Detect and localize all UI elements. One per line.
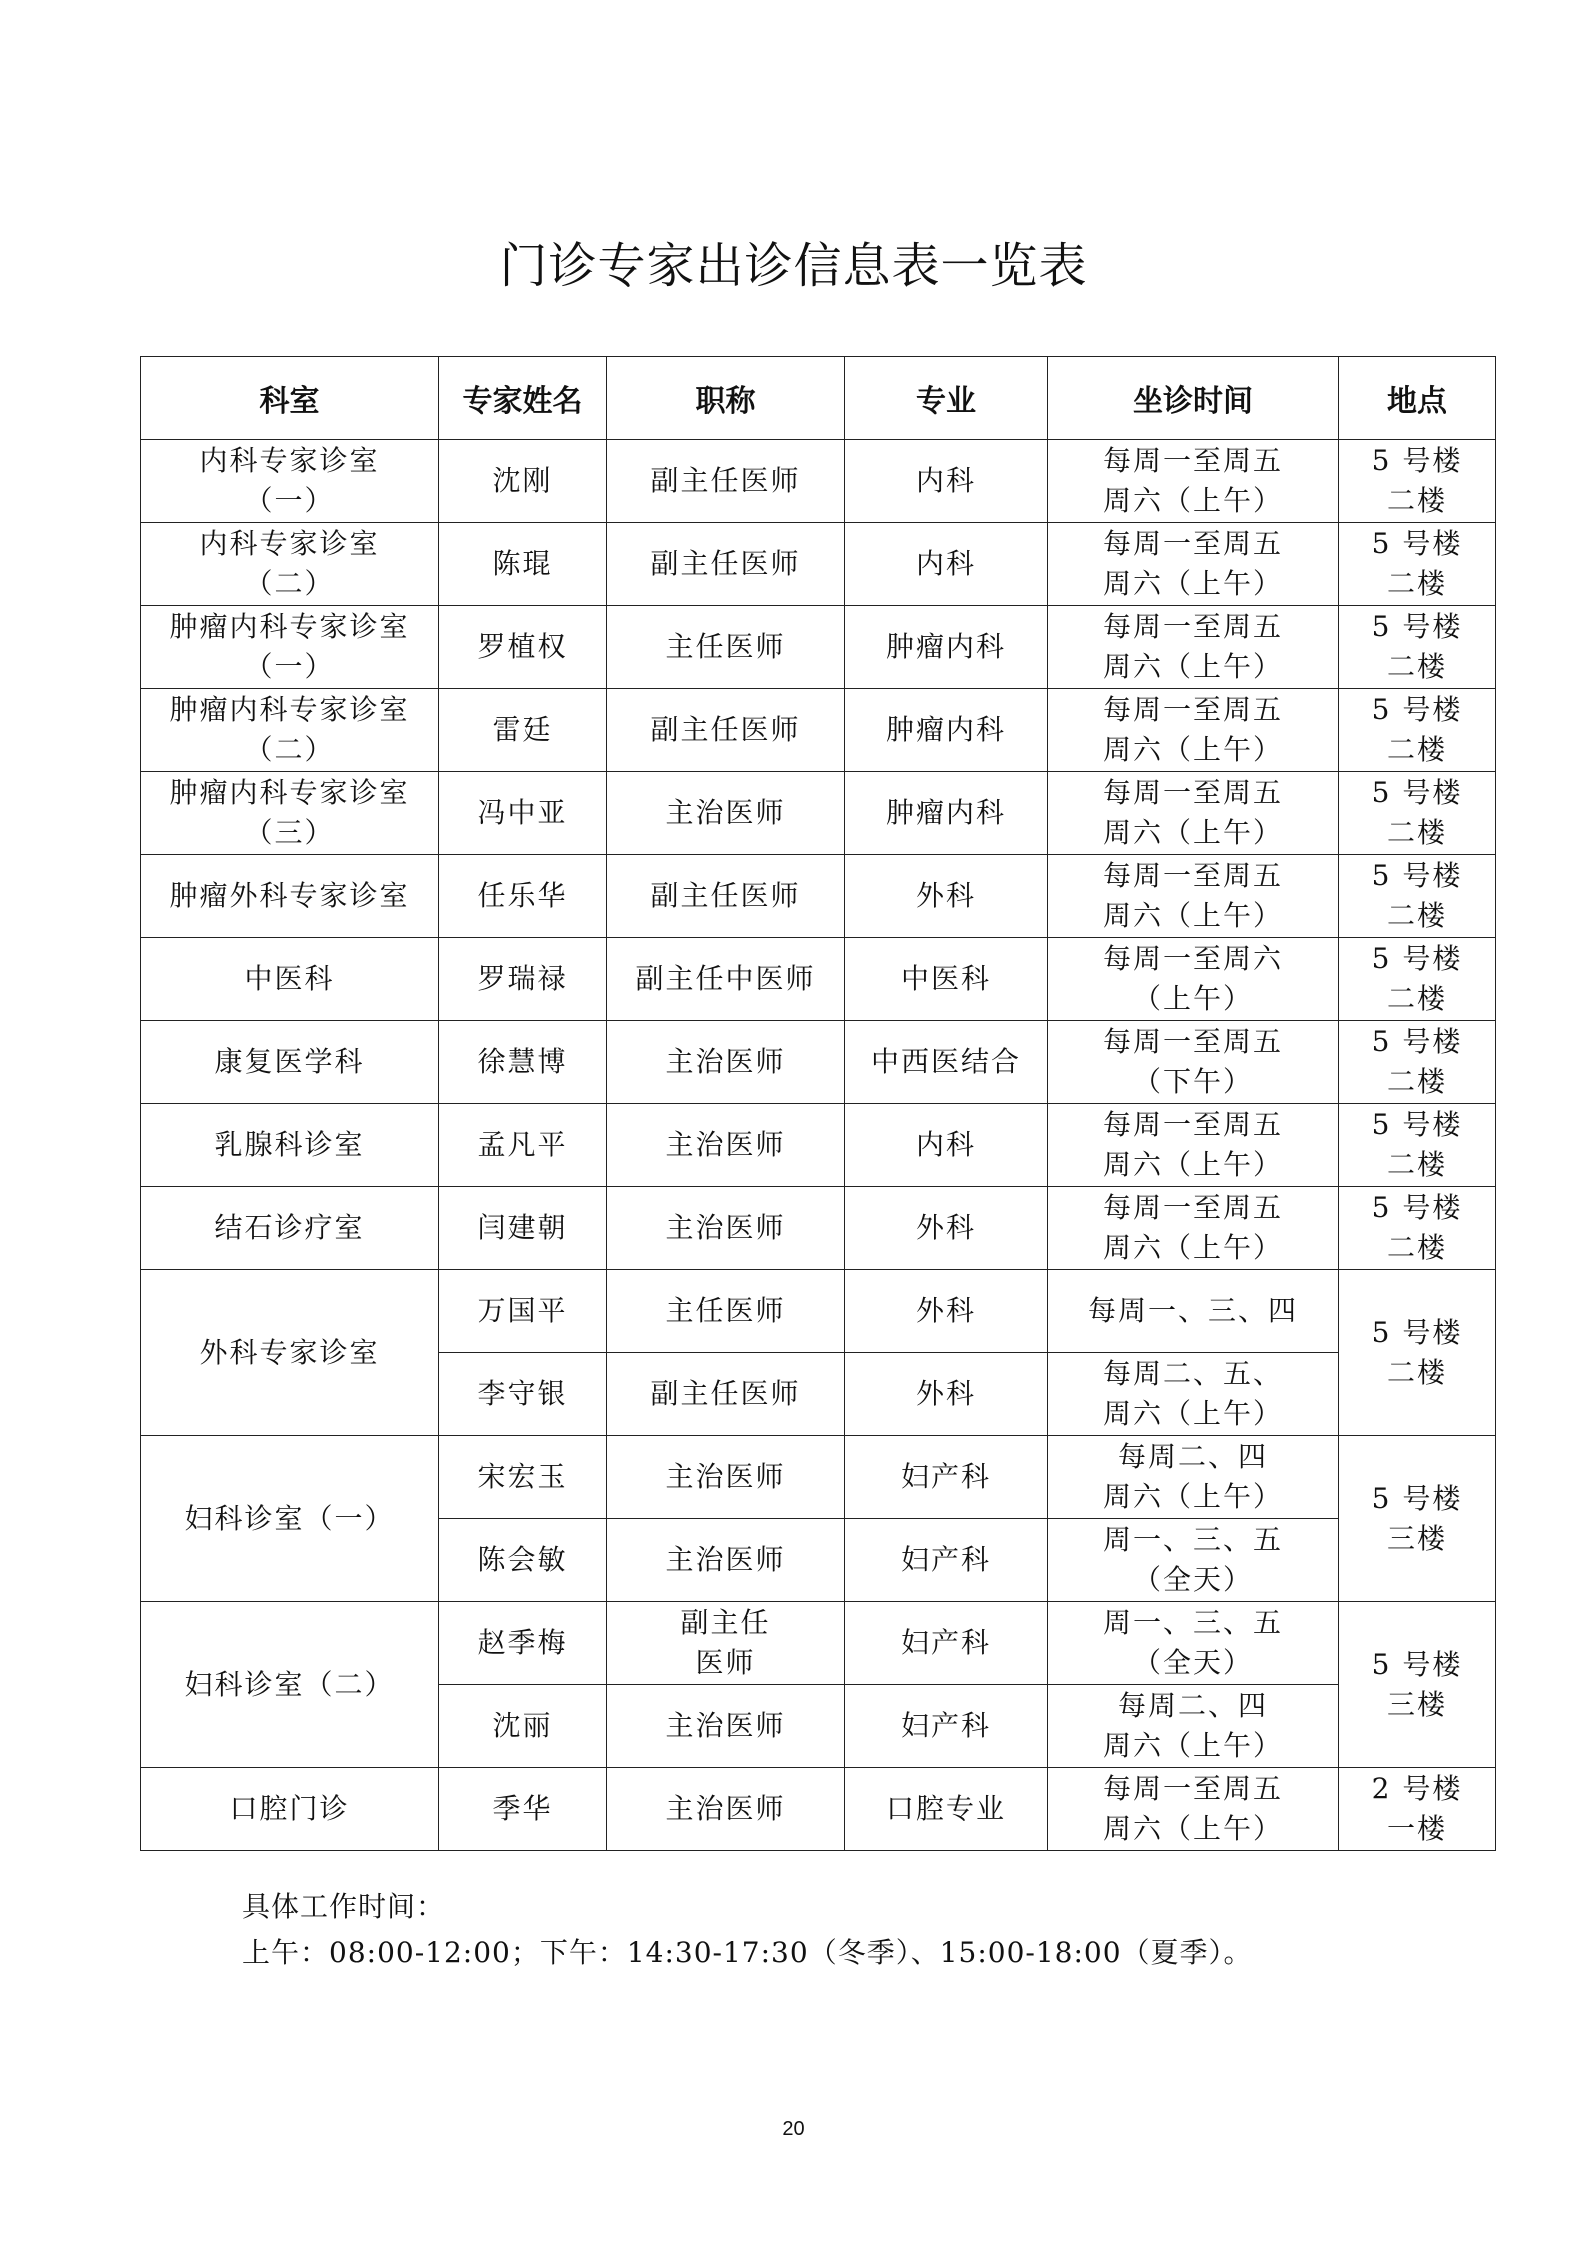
location-cell-line: 5 号楼 — [1371, 859, 1463, 892]
clinic-time-cell — [1048, 1602, 1339, 1685]
location-cell-line: 一楼 — [1386, 1812, 1447, 1845]
clinic-time-cell — [1048, 1685, 1339, 1768]
page-title: 门诊专家出诊信息表一览表 — [499, 238, 1088, 294]
location-cell-line: 5 号楼 — [1371, 1647, 1463, 1681]
location-cell-line: 5 号楼 — [1371, 444, 1463, 477]
expert-name-cell: 万国平 — [439, 1270, 607, 1353]
location-cell — [1339, 855, 1496, 938]
specialty-cell: 外科 — [845, 855, 1048, 938]
dept-cell: 外科专家诊室 — [141, 1270, 439, 1436]
specialty-cell: 肿瘤内科 — [845, 606, 1048, 689]
table-row — [141, 1602, 1496, 1685]
clinic-time-cell-line: 每周二、五、 — [1102, 1357, 1283, 1390]
title-cell-line: 主治医师 — [665, 1211, 786, 1244]
clinic-time-cell-line: （全天） — [1132, 1563, 1253, 1596]
specialty-cell: 口腔专业 — [845, 1768, 1048, 1851]
title-cell-line: 主治医师 — [665, 1709, 786, 1742]
title-cell-line: 医师 — [695, 1646, 756, 1679]
clinic-time-cell-line: 每周一至周五 — [1102, 444, 1283, 477]
title-cell-line: 主治医师 — [665, 1543, 786, 1576]
location-cell-line: 二楼 — [1386, 567, 1447, 600]
location-cell-line: 5 号楼 — [1371, 1108, 1463, 1141]
dept-cell-line: 内科专家诊室 — [199, 527, 380, 560]
location-cell-line: 二楼 — [1386, 982, 1447, 1015]
table-row — [141, 1187, 1496, 1270]
location-cell — [1339, 689, 1496, 772]
title-cell — [607, 1436, 845, 1519]
title-cell — [607, 1685, 845, 1768]
clinic-time-cell-line: 周六（上午） — [1102, 1480, 1283, 1513]
table-row — [141, 938, 1496, 1021]
clinic-time-cell-line: 每周一至周五 — [1102, 527, 1283, 560]
location-cell-line: 5 号楼 — [1371, 1315, 1463, 1349]
title-cell — [607, 938, 845, 1021]
clinic-time-cell — [1048, 938, 1339, 1021]
title-cell — [607, 523, 845, 606]
title-cell — [607, 855, 845, 938]
title-cell-line: 主治医师 — [665, 796, 786, 829]
specialty-cell: 中西医结合 — [845, 1021, 1048, 1104]
clinic-time-cell-line: 每周二、四 — [1117, 1440, 1268, 1473]
header-clinic-time: 坐诊时间 — [1048, 357, 1339, 440]
dept-cell-line: 肿瘤内科专家诊室 — [169, 610, 410, 643]
specialty-cell: 肿瘤内科 — [845, 689, 1048, 772]
location-cell-line: 三楼 — [1386, 1687, 1447, 1721]
dept-cell-line: （一） — [244, 650, 335, 683]
specialty-cell: 外科 — [845, 1353, 1048, 1436]
header-location: 地点 — [1339, 357, 1496, 440]
schedule-table — [140, 356, 1496, 1851]
dept-cell-line: 肿瘤外科专家诊室 — [169, 879, 410, 912]
clinic-time-cell-line: 每周一至周五 — [1102, 1108, 1283, 1141]
clinic-time-cell-line: 每周一至周六 — [1102, 942, 1283, 975]
expert-name-cell: 孟凡平 — [439, 1104, 607, 1187]
expert-name-cell: 宋宏玉 — [439, 1436, 607, 1519]
clinic-time-cell — [1048, 523, 1339, 606]
clinic-time-cell — [1048, 1187, 1339, 1270]
expert-name-cell: 季华 — [439, 1768, 607, 1851]
clinic-time-cell — [1048, 1021, 1339, 1104]
page-number: 20 — [782, 2118, 805, 2140]
title-cell — [607, 1519, 845, 1602]
dept-cell — [141, 606, 439, 689]
expert-name-cell: 任乐华 — [439, 855, 607, 938]
dept-cell-line: 内科专家诊室 — [199, 444, 380, 477]
dept-cell: 妇科诊室（二） — [141, 1602, 439, 1768]
clinic-time-cell — [1048, 1519, 1339, 1602]
dept-cell-line: 结石诊疗室 — [214, 1211, 365, 1244]
header-title: 职称 — [607, 357, 845, 440]
table-row — [141, 1768, 1496, 1851]
dept-cell-line: 口腔门诊 — [229, 1792, 350, 1825]
location-cell — [1339, 523, 1496, 606]
table-row — [141, 689, 1496, 772]
clinic-time-cell-line: 周六（上午） — [1102, 816, 1283, 849]
clinic-time-cell-line: 每周一至周五 — [1102, 1191, 1283, 1224]
dept-cell: 妇科诊室（一） — [141, 1436, 439, 1602]
specialty-cell: 妇产科 — [845, 1602, 1048, 1685]
title-cell — [607, 1021, 845, 1104]
location-cell — [1339, 1602, 1496, 1768]
table-row — [141, 855, 1496, 938]
location-cell — [1339, 1104, 1496, 1187]
title-cell — [607, 606, 845, 689]
specialty-cell: 内科 — [845, 1104, 1048, 1187]
title-cell-line: 主治医师 — [665, 1460, 786, 1493]
dept-cell — [141, 938, 439, 1021]
location-cell — [1339, 1768, 1496, 1851]
title-cell — [607, 1187, 845, 1270]
clinic-time-cell-line: 每周一至周五 — [1102, 1772, 1283, 1805]
location-cell-line: 5 号楼 — [1371, 942, 1463, 975]
header-specialty: 专业 — [845, 357, 1048, 440]
dept-cell — [141, 1104, 439, 1187]
clinic-time-cell-line: 每周一至周五 — [1102, 610, 1283, 643]
clinic-time-cell — [1048, 1436, 1339, 1519]
location-cell-line: 5 号楼 — [1371, 1481, 1463, 1515]
expert-name-cell: 罗瑞禄 — [439, 938, 607, 1021]
location-cell-line: 二楼 — [1386, 1231, 1447, 1264]
dept-cell — [141, 1768, 439, 1851]
title-cell-line: 副主任医师 — [650, 1377, 801, 1410]
dept-cell — [141, 440, 439, 523]
table-row — [141, 440, 1496, 523]
clinic-time-cell — [1048, 1270, 1339, 1353]
location-cell-line: 三楼 — [1386, 1521, 1447, 1555]
specialty-cell: 妇产科 — [845, 1436, 1048, 1519]
location-cell — [1339, 440, 1496, 523]
clinic-time-cell-line: 每周一至周五 — [1102, 776, 1283, 809]
location-cell — [1339, 938, 1496, 1021]
specialty-cell: 外科 — [845, 1270, 1048, 1353]
location-cell-line: 二楼 — [1386, 1148, 1447, 1181]
expert-name-cell: 沈刚 — [439, 440, 607, 523]
clinic-time-cell — [1048, 772, 1339, 855]
dept-cell — [141, 1021, 439, 1104]
specialty-cell: 内科 — [845, 440, 1048, 523]
expert-name-cell: 陈琨 — [439, 523, 607, 606]
specialty-cell: 中医科 — [845, 938, 1048, 1021]
location-cell-line: 5 号楼 — [1371, 527, 1463, 560]
dept-cell-line: （一） — [244, 484, 335, 517]
title-cell — [607, 1270, 845, 1353]
location-cell-line: 二楼 — [1386, 484, 1447, 517]
dept-cell — [141, 689, 439, 772]
clinic-time-cell-line: 每周一至周五 — [1102, 1025, 1283, 1058]
title-cell — [607, 772, 845, 855]
clinic-time-cell-line: 周六（上午） — [1102, 1729, 1283, 1762]
dept-cell — [141, 772, 439, 855]
specialty-cell: 妇产科 — [845, 1519, 1048, 1602]
table-body — [141, 440, 1496, 1851]
table-row — [141, 1021, 1496, 1104]
title-cell-line: 副主任医师 — [650, 464, 801, 497]
working-hours-note — [242, 1884, 1253, 1976]
location-cell-line: 二楼 — [1386, 650, 1447, 683]
title-cell-line: 副主任医师 — [650, 547, 801, 580]
dept-cell-line: 肿瘤内科专家诊室 — [169, 776, 410, 809]
clinic-time-cell-line: 周六（上午） — [1102, 733, 1283, 766]
dept-cell-line: 康复医学科 — [214, 1045, 365, 1078]
clinic-time-cell-line: （上午） — [1132, 982, 1253, 1015]
expert-name-cell: 徐慧博 — [439, 1021, 607, 1104]
clinic-time-cell-line: 周六（上午） — [1102, 1148, 1283, 1181]
clinic-time-cell-line: 每周二、四 — [1117, 1689, 1268, 1722]
clinic-time-cell-line: 每周一、三、四 — [1087, 1294, 1298, 1327]
clinic-time-cell — [1048, 855, 1339, 938]
clinic-time-cell-line: 周一、三、五 — [1102, 1606, 1283, 1639]
table-row — [141, 523, 1496, 606]
expert-name-cell: 冯中亚 — [439, 772, 607, 855]
clinic-time-cell — [1048, 606, 1339, 689]
expert-name-cell: 赵季梅 — [439, 1602, 607, 1685]
expert-name-cell: 闫建朝 — [439, 1187, 607, 1270]
expert-name-cell: 李守银 — [439, 1353, 607, 1436]
clinic-time-cell — [1048, 689, 1339, 772]
dept-cell-line: 肿瘤内科专家诊室 — [169, 693, 410, 726]
clinic-time-cell-line: （下午） — [1132, 1065, 1253, 1098]
specialty-cell: 妇产科 — [845, 1685, 1048, 1768]
location-cell-line: 5 号楼 — [1371, 776, 1463, 809]
dept-cell-line: 中医科 — [244, 962, 335, 995]
location-cell-line: 二楼 — [1386, 733, 1447, 766]
clinic-time-cell — [1048, 440, 1339, 523]
working-hours-heading: 具体工作时间： — [242, 1890, 446, 1923]
clinic-time-cell-line: 周六（上午） — [1102, 567, 1283, 600]
title-cell-line: 副主任医师 — [650, 713, 801, 746]
location-cell — [1339, 1021, 1496, 1104]
location-cell-line: 二楼 — [1386, 1355, 1447, 1389]
table-row — [141, 772, 1496, 855]
dept-cell-line: （二） — [244, 733, 335, 766]
clinic-time-cell — [1048, 1768, 1339, 1851]
clinic-time-cell-line: 周六（上午） — [1102, 1397, 1283, 1430]
dept-cell — [141, 855, 439, 938]
header-expert-name: 专家姓名 — [439, 357, 607, 440]
clinic-time-cell — [1048, 1104, 1339, 1187]
location-cell — [1339, 1436, 1496, 1602]
location-cell — [1339, 1270, 1496, 1436]
title-cell-line: 主任医师 — [665, 1294, 786, 1327]
title-cell-line: 副主任 — [680, 1606, 771, 1639]
title-cell — [607, 1768, 845, 1851]
working-hours-detail: 上午：08:00-12:00；下午：14:30-17:30（冬季）、15:00-18:00（夏季）。 — [242, 1936, 1253, 1969]
clinic-time-cell-line: 周六（上午） — [1102, 650, 1283, 683]
location-cell — [1339, 606, 1496, 689]
title-cell — [607, 440, 845, 523]
clinic-time-cell-line: 周六（上午） — [1102, 899, 1283, 932]
title-cell — [607, 689, 845, 772]
location-cell-line: 5 号楼 — [1371, 610, 1463, 643]
location-cell-line: 5 号楼 — [1371, 1191, 1463, 1224]
table-row — [141, 1104, 1496, 1187]
table-row — [141, 1436, 1496, 1519]
title-cell-line: 主治医师 — [665, 1792, 786, 1825]
specialty-cell: 内科 — [845, 523, 1048, 606]
title-cell-line: 主治医师 — [665, 1045, 786, 1078]
title-cell-line: 副主任医师 — [650, 879, 801, 912]
dept-cell-line: （三） — [244, 816, 335, 849]
location-cell-line: 二楼 — [1386, 899, 1447, 932]
clinic-time-cell-line: （全天） — [1132, 1646, 1253, 1679]
title-cell — [607, 1602, 845, 1685]
expert-name-cell: 罗植权 — [439, 606, 607, 689]
table-header-row — [141, 357, 1496, 440]
clinic-time-cell-line: 周一、三、五 — [1102, 1523, 1283, 1556]
dept-cell-line: 乳腺科诊室 — [214, 1128, 365, 1161]
title-cell — [607, 1353, 845, 1436]
header-dept: 科室 — [141, 357, 439, 440]
expert-name-cell: 陈会敏 — [439, 1519, 607, 1602]
clinic-time-cell-line: 每周一至周五 — [1102, 859, 1283, 892]
specialty-cell: 外科 — [845, 1187, 1048, 1270]
dept-cell — [141, 523, 439, 606]
title-cell-line: 副主任中医师 — [635, 962, 816, 995]
location-cell-line: 2 号楼 — [1371, 1772, 1463, 1805]
expert-name-cell: 雷廷 — [439, 689, 607, 772]
title-cell-line: 主治医师 — [665, 1128, 786, 1161]
dept-cell — [141, 1187, 439, 1270]
expert-name-cell: 沈丽 — [439, 1685, 607, 1768]
clinic-time-cell-line: 周六（上午） — [1102, 1812, 1283, 1845]
location-cell-line: 二楼 — [1386, 816, 1447, 849]
table-row — [141, 1270, 1496, 1353]
location-cell — [1339, 772, 1496, 855]
clinic-time-cell — [1048, 1353, 1339, 1436]
table-row — [141, 606, 1496, 689]
clinic-time-cell-line: 周六（上午） — [1102, 484, 1283, 517]
location-cell-line: 5 号楼 — [1371, 1025, 1463, 1058]
specialty-cell: 肿瘤内科 — [845, 772, 1048, 855]
location-cell — [1339, 1187, 1496, 1270]
clinic-time-cell-line: 每周一至周五 — [1102, 693, 1283, 726]
title-cell — [607, 1104, 845, 1187]
clinic-time-cell-line: 周六（上午） — [1102, 1231, 1283, 1264]
location-cell-line: 二楼 — [1386, 1065, 1447, 1098]
dept-cell-line: （二） — [244, 567, 335, 600]
title-cell-line: 主任医师 — [665, 630, 786, 663]
location-cell-line: 5 号楼 — [1371, 693, 1463, 726]
